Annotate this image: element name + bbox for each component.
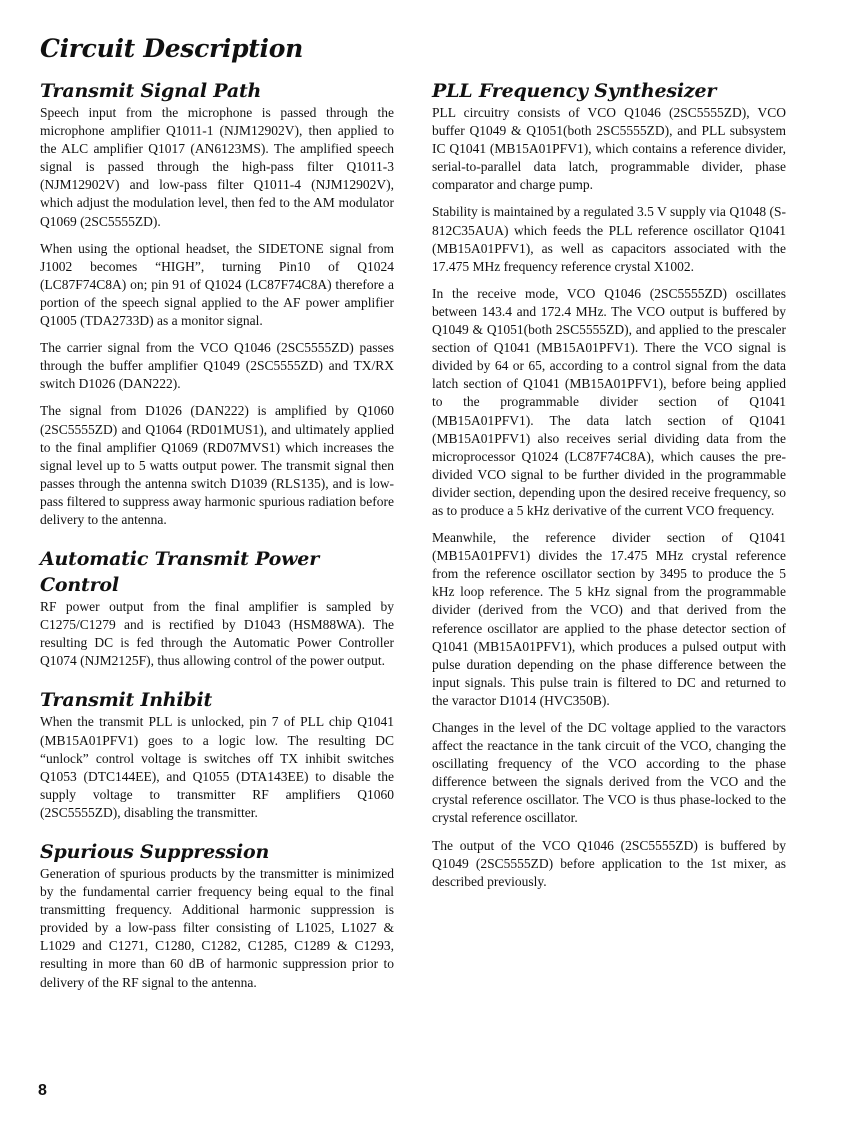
paragraph: Meanwhile, the reference divider section of Q1041 (MB15A01PFV1) divides the 17.475 MHz crystal reference from the reference oscillator section by 3495 to produce the 5 kHz loop reference. The 5 kHz signal from the programmable divider (derived from the VCO) and that derived from the reference oscillator are applied to the phase detector section of Q1041 (MB15A01PFV1), which produces a pulsed output with pulse duration depending on the phase difference between the input signals. This pulse train is filtered to DC and returned to the varactor D1014 (HVC350B). — [432, 530, 786, 708]
left-column — [40, 78, 394, 1001]
paragraph: When using the optional headset, the SIDETONE signal from J1002 becomes “HIGH”, turning Pin10 of Q1024 (LC87F74C8A) on; pin 91 of Q1024 (LC87F74C8A) therefore a portion of the speech signal applied to the AF power amplifier Q1005 (TDA2733D) as a monitor signal. — [40, 240, 394, 329]
right-column — [432, 78, 786, 900]
section-heading: Transmit Signal Path — [40, 80, 262, 102]
paragraph: Stability is maintained by a regulated 3.5 V supply via Q1048 (S-812C35AUA) which feeds the PLL reference oscillator Q1041 (MB15A01PFV1), as well as capacitors associated with the 17.475 MHz frequency reference crystal X1002. — [432, 204, 786, 274]
paragraph: The carrier signal from the VCO Q1046 (2SC5555ZD) passes through the buffer amplifier Q1049 (2SC5555ZD) and TX/RX switch D1026 (DAN222). — [40, 340, 394, 392]
paragraph: RF power output from the final amplifier is sampled by C1275/C1279 and is rectified by D1043 (HSM88WA). The resulting DC is fed through the Automatic Power Controller Q1074 (NJM2125F), thus allowing control of the power output. — [40, 599, 394, 669]
page-number: 8 — [38, 1082, 47, 1099]
section-heading: Spurious Suppression — [40, 841, 270, 863]
page-title: Circuit Description — [40, 34, 303, 63]
paragraph: Speech input from the microphone is passed through the microphone amplifier Q1011-1 (NJM12902V), then applied to the ALC amplifier Q1017 (AN6123MS). The amplified speech signal is passed through the high-pass filter Q1011-3 (NJM12902V) and low-pass filter Q1011-4 (NJM12902V), which adjust the modulation level, then fed to the AM modulator Q1069 (2SC5555ZD). — [40, 105, 394, 229]
section-heading: Automatic Transmit Power Control — [40, 548, 320, 597]
paragraph: The signal from D1026 (DAN222) is amplified by Q1060 (2SC5555ZD) and Q1064 (RD01MUS1), and ultimately applied to the final amplifier Q1069 (RD07MVS1) which increases the signal level up to 5 watts output power. The transmit signal then passes through the antenna switch D1039 (RLS135), and is low-pass filtered to suppress away harmonic spurious radiation before delivery to the antenna. — [40, 403, 394, 527]
paragraph: When the transmit PLL is unlocked, pin 7 of PLL chip Q1041 (MB15A01PFV1) goes to a logic low. The resulting DC “unlock” control voltage is switches off TX inhibit switches Q1053 (DTC144EE), and Q1055 (DTA143EE) to disable the supply voltage to transmitter RF amplifiers Q1060 (2SC5555ZD), disabling the transmitter. — [40, 714, 394, 820]
paragraph: In the receive mode, VCO Q1046 (2SC5555ZD) oscillates between 143.4 and 172.4 MHz. The VCO output is buffered by Q1049 & Q1051(both 2SC5555ZD), and applied to the prescaler section of Q1041 (MB15A01PFV1). There the VCO signal is divided by 64 or 65, according to a control signal from the data latch section of Q1041 (MB15A01PFV1), before being applied to the programmable divider section of Q1041 (MB15A01PFV1). The data latch section of Q1041 (MB15A01PFV1) also receives serial dividing data from the microprocessor Q1024 (LC87F74C8A), which causes the pre-divided VCO signal to be further divided in the programmable divider section, depending upon the desired receive frequency, so as to produce a 5 kHz derivative of the current VCO frequency. — [432, 285, 786, 518]
paragraph: The output of the VCO Q1046 (2SC5555ZD) is buffered by Q1049 (2SC5555ZD) before application to the 1st mixer, as described previously. — [432, 837, 786, 889]
section-heading: PLL Frequency Synthesizer — [432, 80, 717, 102]
section-heading: Transmit Inhibit — [40, 689, 213, 712]
paragraph: PLL circuitry consists of VCO Q1046 (2SC5555ZD), VCO buffer Q1049 & Q1051(both 2SC5555ZD), and PLL subsystem IC Q1041 (MB15A01PFV1), which contains a reference divider, serial-to-parallel data latch, programmable divider, phase comparator and charge pump. — [432, 105, 786, 193]
paragraph: Changes in the level of the DC voltage applied to the varactors affect the reactance in the tank circuit of the VCO, changing the oscillating frequency of the VCO according to the phase difference between the signals derived from the VCO and the crystal reference oscillator. The VCO is thus phase-locked to the crystal reference oscillator. — [432, 720, 786, 826]
paragraph: Generation of spurious products by the transmitter is minimized by the fundamental carrier frequency being equal to the final transmitting frequency. Additional harmonic suppression is provided by a low-pass filter consisting of L1025, L1027 & L1029 and C1271, C1280, C1282, C1285, C1289 & C1293, resulting in more than 60 dB of harmonic suppression prior to delivery of the RF signal to the antenna. — [40, 866, 394, 990]
